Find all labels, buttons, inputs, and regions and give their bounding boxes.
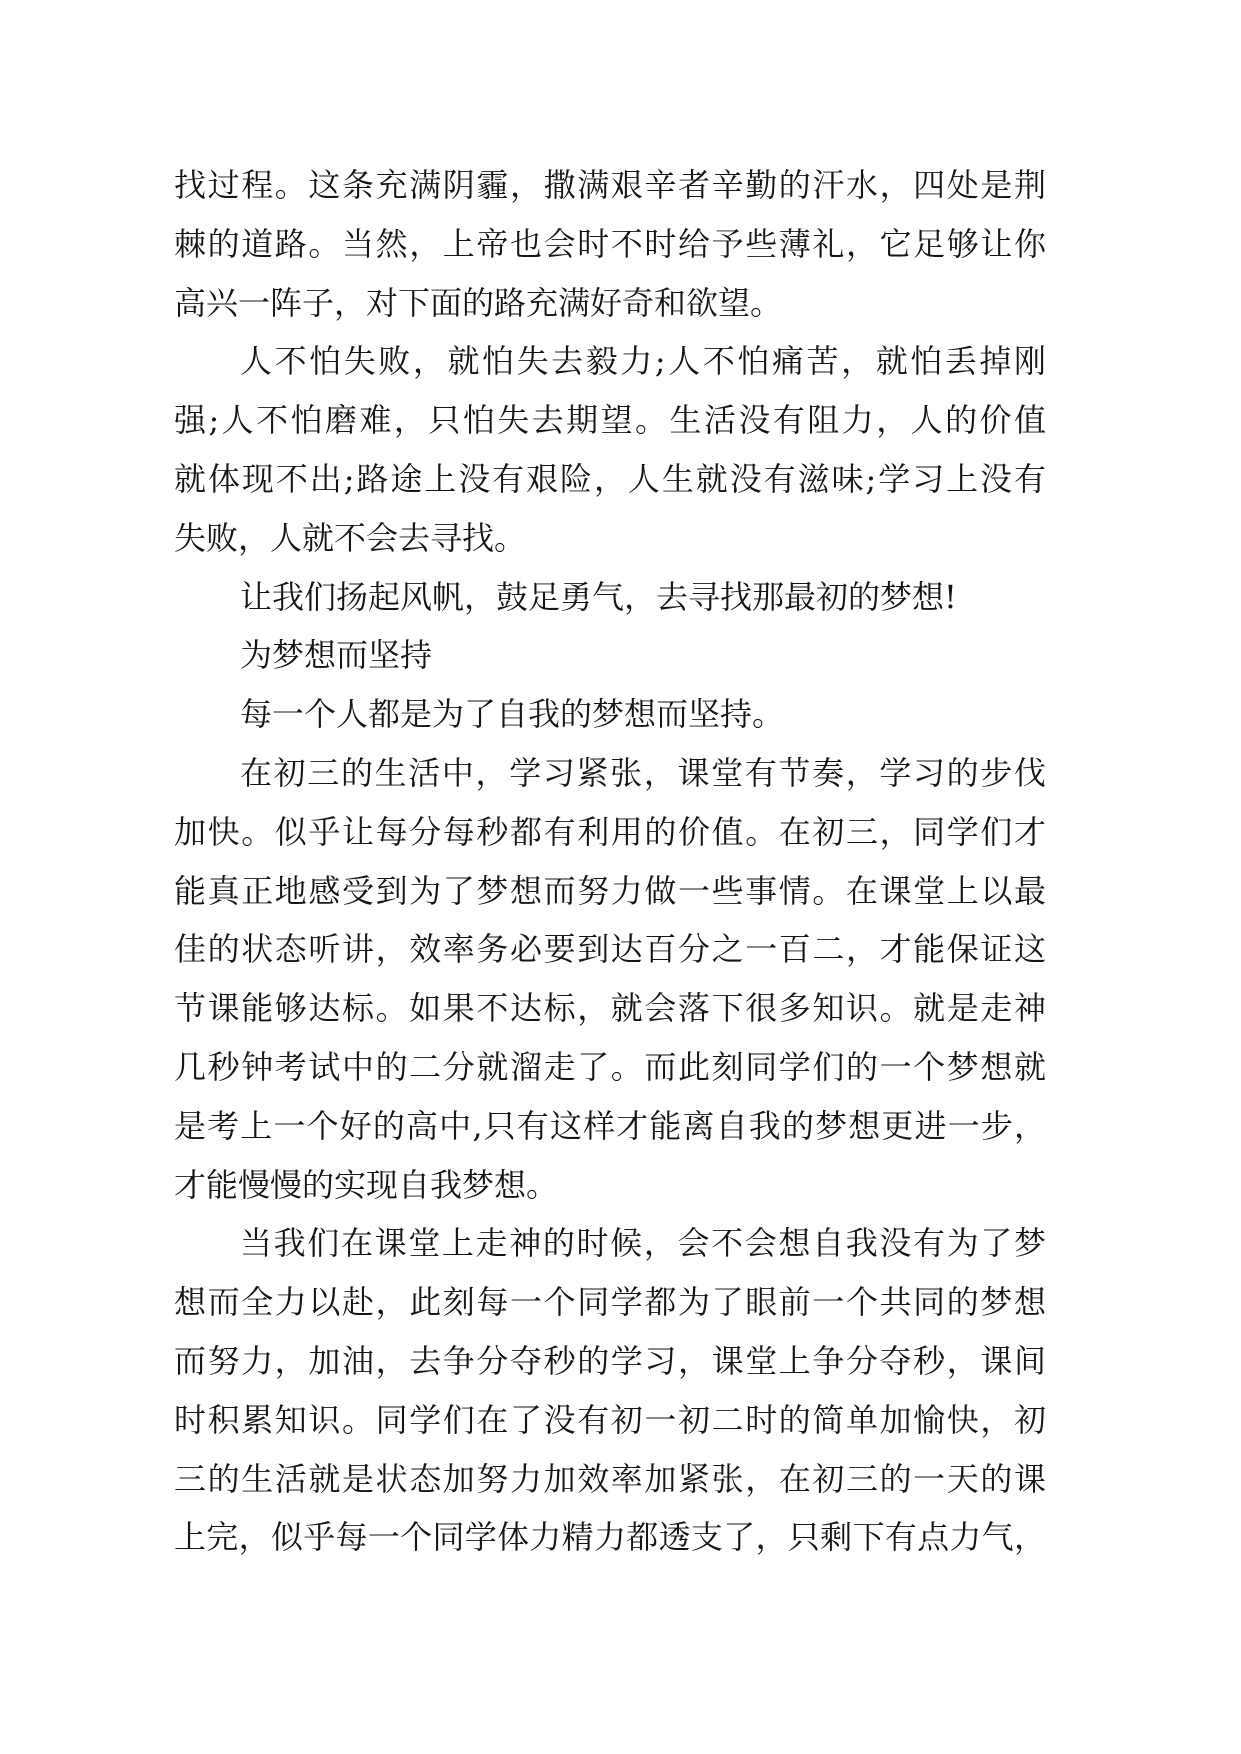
paragraph xyxy=(174,1214,1046,1567)
text-line: 在初三的生活中，学习紧张，课堂有节奏，学习的步伐 xyxy=(240,753,1046,792)
text-line: 为梦想而坚持 xyxy=(240,636,433,675)
text-line: 而努力，加油，去争分夺秒的学习，课堂上争分夺秒，课间 xyxy=(174,1341,1046,1380)
text-line: 强;人不怕磨难，只怕失去期望。生活没有阻力，人的价值 xyxy=(174,401,1046,440)
paragraph xyxy=(174,685,1046,744)
text-line: 能真正地感受到为了梦想而努力做一些事情。在课堂上以最 xyxy=(174,871,1046,910)
text-line: 上完，似乎每一个同学体力精力都透支了，只剩下有点力气， xyxy=(174,1518,1046,1557)
text-line: 是考上一个好的高中,只有这样才能离自我的梦想更进一步， xyxy=(174,1106,1046,1145)
text-line: 节课能够达标。如果不达标，就会落下很多知识。就是走神 xyxy=(174,989,1046,1028)
text-line: 佳的状态听讲，效率务必要到达百分之一百二，才能保证这 xyxy=(174,930,1046,969)
text-line: 想而全力以赴，此刻每一个同学都为了眼前一个共同的梦想 xyxy=(174,1283,1046,1322)
text-line: 高兴一阵子，对下面的路充满好奇和欲望。 xyxy=(174,283,783,322)
text-line: 当我们在课堂上走神的时候，会不会想自我没有为了梦 xyxy=(240,1224,1046,1263)
document-body xyxy=(174,156,1046,1567)
paragraph xyxy=(174,156,1046,332)
text-line: 棘的道路。当然，上帝也会时不时给予些薄礼，它足够让你 xyxy=(174,224,1046,263)
section-heading xyxy=(174,626,1046,685)
paragraph xyxy=(174,744,1046,1214)
text-line: 几秒钟考试中的二分就溜走了。而此刻同学们的一个梦想就 xyxy=(174,1047,1046,1086)
text-line: 三的生活就是状态加努力加效率加紧张，在初三的一天的课 xyxy=(174,1459,1046,1498)
text-line: 失败，人就不会去寻找。 xyxy=(174,518,527,557)
paragraph xyxy=(174,332,1046,567)
paragraph xyxy=(174,568,1046,627)
text-line: 人不怕失败，就怕失去毅力;人不怕痛苦，就怕丢掉刚 xyxy=(240,342,1046,381)
text-line: 找过程。这条充满阴霾，撒满艰辛者辛勤的汗水，四处是荆 xyxy=(174,166,1046,204)
text-line: 加快。似乎让每分每秒都有利用的价值。在初三，同学们才 xyxy=(174,812,1046,851)
text-line: 让我们扬起风帆，鼓足勇气，去寻找那最初的梦想! xyxy=(240,577,957,616)
text-line: 才能慢慢的实现自我梦想。 xyxy=(174,1165,559,1204)
text-line: 时积累知识。同学们在了没有初一初二时的简单加愉快，初 xyxy=(174,1400,1046,1439)
text-line: 就体现不出;路途上没有艰险，人生就没有滋味;学习上没有 xyxy=(174,459,1046,498)
text-line: 每一个人都是为了自我的梦想而坚持。 xyxy=(240,695,785,734)
